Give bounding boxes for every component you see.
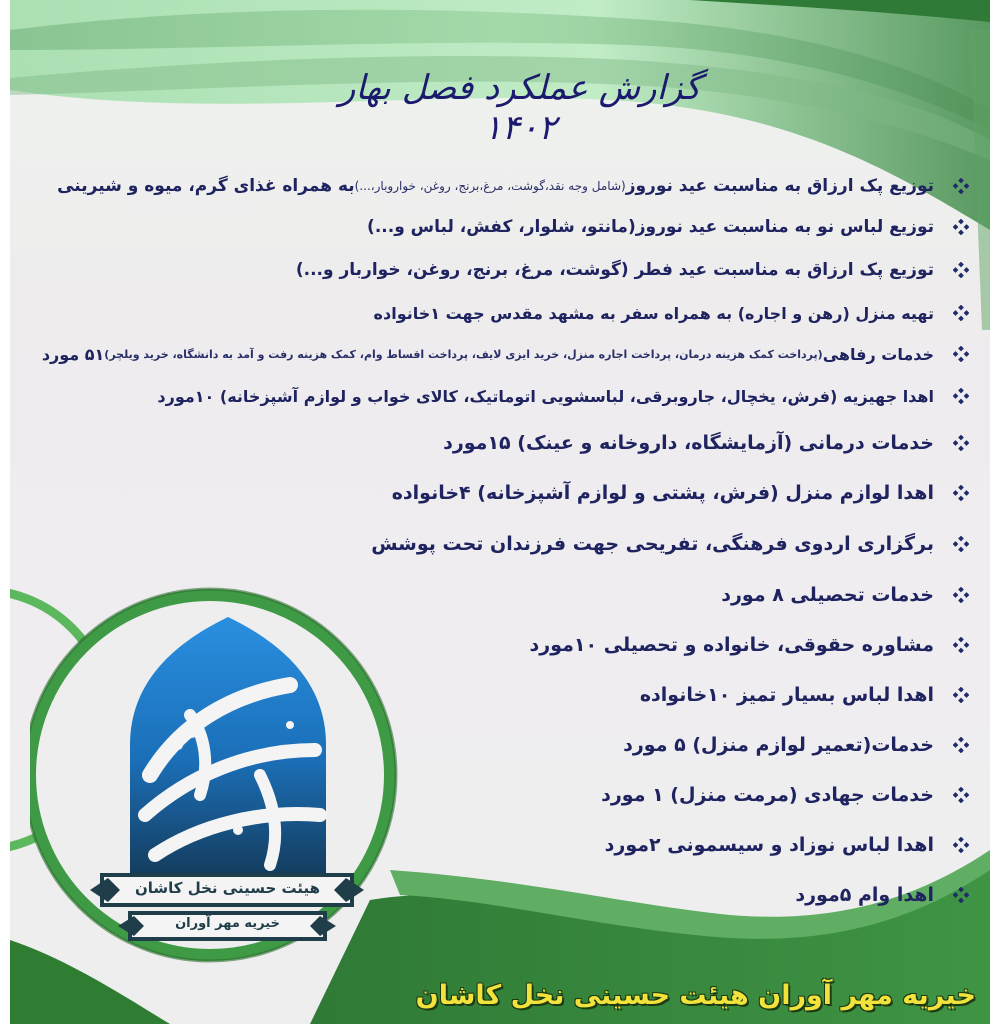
item-main: اهدا لباس بسیار تمیز ۱۰خانواده: [639, 684, 934, 706]
four-diamond-bullet-icon: [950, 259, 972, 281]
list-item: [42, 206, 972, 248]
four-diamond-bullet-icon: [950, 884, 972, 906]
list-item: [42, 248, 972, 292]
footer-banner-text: خیریه مهر آوران هیئت حسینی نخل کاشان: [415, 980, 976, 1011]
item-main: اهدا لوازم منزل (فرش، پشتی و لوازم آشپزخانه) ۴خانواده: [391, 482, 934, 504]
list-item: [42, 292, 972, 334]
four-diamond-bullet-icon: [950, 302, 972, 324]
four-diamond-bullet-icon: [950, 684, 972, 706]
four-diamond-bullet-icon: [950, 482, 972, 504]
four-diamond-bullet-icon: [950, 343, 972, 365]
four-diamond-bullet-icon: [950, 385, 972, 407]
list-item: [42, 418, 972, 468]
item-main: مشاوره حقوقی، خانواده و تحصیلی ۱۰مورد: [529, 634, 934, 656]
list-item: [42, 374, 972, 418]
organization-logo: [30, 575, 430, 975]
item-main: خدمات تحصیلی ۸ مورد: [721, 584, 934, 606]
item-suffix: به همراه غذای گرم، میوه و شیرینی: [57, 176, 355, 196]
item-main: خدمات(تعمیر لوازم منزل) ۵ مورد: [623, 734, 934, 756]
item-main: توزیع پک ارزاق به مناسبت عید نوروز: [625, 176, 934, 196]
item-main: توزیع لباس نو به مناسبت عید نوروز(مانتو، شلوار، کفش، لباس و...): [367, 217, 934, 237]
report-poster: [10, 0, 990, 1024]
item-main: اهدا جهیزیه (فرش، یخچال، جاروبرقی، لباسشویی اتوماتیک، کالای خواب و لوازم آشپزخانه) ۱۰مورد: [157, 386, 934, 406]
four-diamond-bullet-icon: [950, 634, 972, 656]
four-diamond-bullet-icon: [950, 175, 972, 197]
four-diamond-bullet-icon: [950, 734, 972, 756]
four-diamond-bullet-icon: [950, 216, 972, 238]
item-main: تهیه منزل (رهن و اجاره) به همراه سفر به مشهد مقدس جهت ۱خانواده: [373, 303, 934, 323]
list-item: [42, 468, 972, 518]
list-item: [42, 518, 972, 570]
item-main: اهدا لباس نوزاد و سیسمونی ۲مورد: [604, 834, 934, 856]
four-diamond-bullet-icon: [950, 784, 972, 806]
item-main: خدمات جهادی (مرمت منزل) ۱ مورد: [601, 784, 934, 806]
list-item: [42, 166, 972, 206]
list-item: [42, 334, 972, 374]
item-main: خدمات رفاهی: [822, 344, 934, 364]
item-note: (شامل وجه نقد،گوشت، مرغ،برنج، روغن، خواروبار،...): [354, 179, 626, 193]
item-main: خدمات درمانی (آزمایشگاه، داروخانه و عینک) ۱۵مورد: [443, 432, 934, 454]
logo-charity-name: خیریه مهر آوران: [175, 916, 280, 931]
item-main: توزیع پک ارزاق به مناسبت عید فطر (گوشت، مرغ، برنج، روغن، خواربار و...): [295, 260, 934, 280]
logo-org-name: هیئت حسینی نخل کاشان: [134, 879, 321, 897]
report-title: گزارش عملکرد فصل بهار ۱۴۰۲: [338, 68, 701, 148]
calligraphy-dome-logo-icon: [30, 575, 430, 975]
four-diamond-bullet-icon: [950, 584, 972, 606]
four-diamond-bullet-icon: [950, 432, 972, 454]
item-main: اهدا وام ۵مورد: [795, 884, 934, 906]
four-diamond-bullet-icon: [950, 834, 972, 856]
item-main: برگزاری اردوی فرهنگی، تفریحی جهت فرزندان تحت پوشش: [371, 533, 934, 555]
four-diamond-bullet-icon: [950, 533, 972, 555]
item-suffix: ۵۱ مورد: [41, 344, 105, 364]
item-note: (پرداخت کمک هزینه درمان، پرداخت اجاره منزل، خرید ایزی لایف، پرداخت اقساط وام، کمک هزینه رفت و آمد به دانشگاه، خرید ویلچر): [104, 347, 823, 361]
